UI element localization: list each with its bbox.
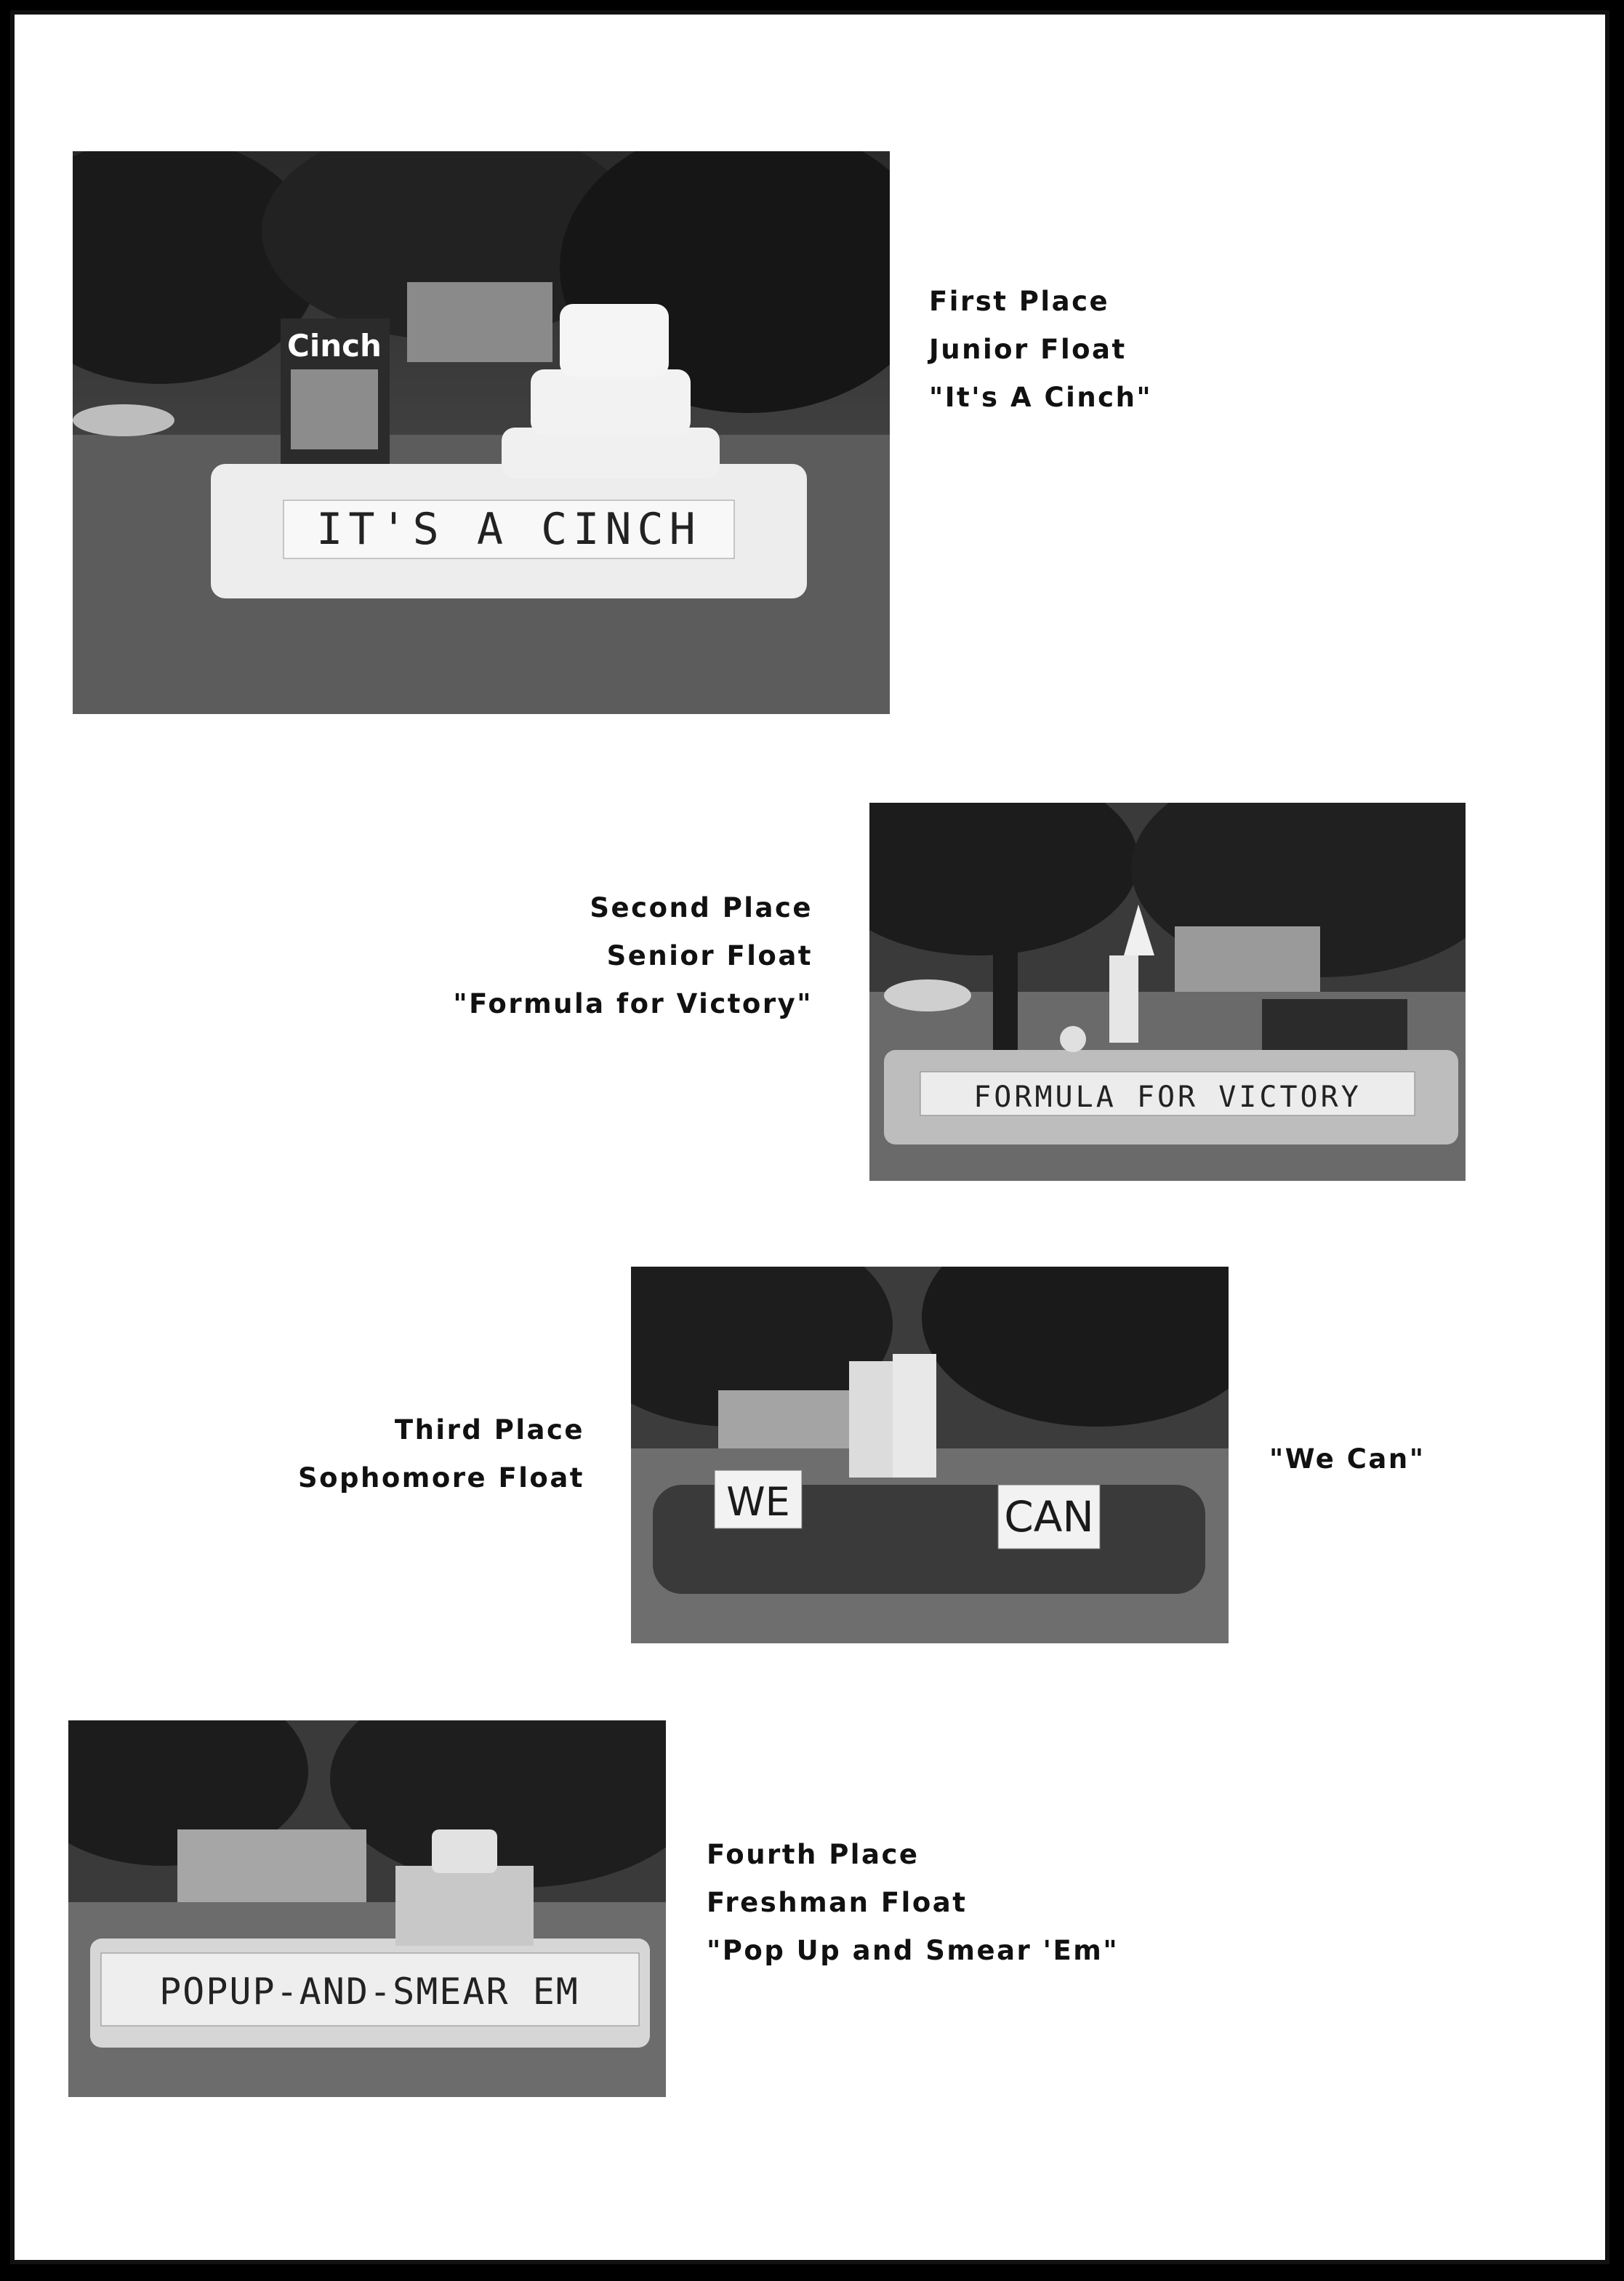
freshman-float-sign: POPUP-AND-SMEAR EM [159, 1971, 579, 2013]
caption-line: Senior Float [606, 940, 813, 971]
caption-line: First Place [929, 286, 1110, 317]
caption-line: "Pop Up and Smear 'Em" [707, 1935, 1119, 1966]
caption-fourth-place [707, 1831, 1119, 1975]
caption-second-place [453, 884, 813, 1028]
senior-float-sign: FORMULA FOR VICTORY [973, 1081, 1362, 1114]
caption-line: Sophomore Float [297, 1462, 584, 1494]
caption-line: "Formula for Victory" [453, 988, 813, 1019]
photo-junior-float [73, 151, 890, 714]
sophomore-sign-can: CAN [1004, 1492, 1094, 1542]
caption-first-place [929, 278, 1152, 422]
caption-line: Fourth Place [707, 1839, 920, 1870]
photo-senior-float [869, 803, 1466, 1181]
caption-line: Second Place [590, 892, 813, 923]
caption-line: Third Place [394, 1414, 584, 1446]
junior-float-box-label: Cinch [287, 328, 382, 364]
sophomore-sign-we: WE [726, 1479, 790, 1525]
caption-we-can-title [1269, 1435, 1426, 1483]
photo-freshman-float [68, 1720, 666, 2097]
photo-sophomore-float [631, 1267, 1229, 1643]
caption-line: Junior Float [929, 334, 1127, 365]
caption-third-place [298, 1406, 584, 1502]
junior-float-sign: IT'S A CINCH [316, 504, 702, 555]
yearbook-page [10, 10, 1609, 2264]
caption-line: "It's A Cinch" [929, 382, 1153, 413]
caption-line: Freshman Float [707, 1887, 968, 1918]
caption-line: "We Can" [1269, 1443, 1426, 1475]
